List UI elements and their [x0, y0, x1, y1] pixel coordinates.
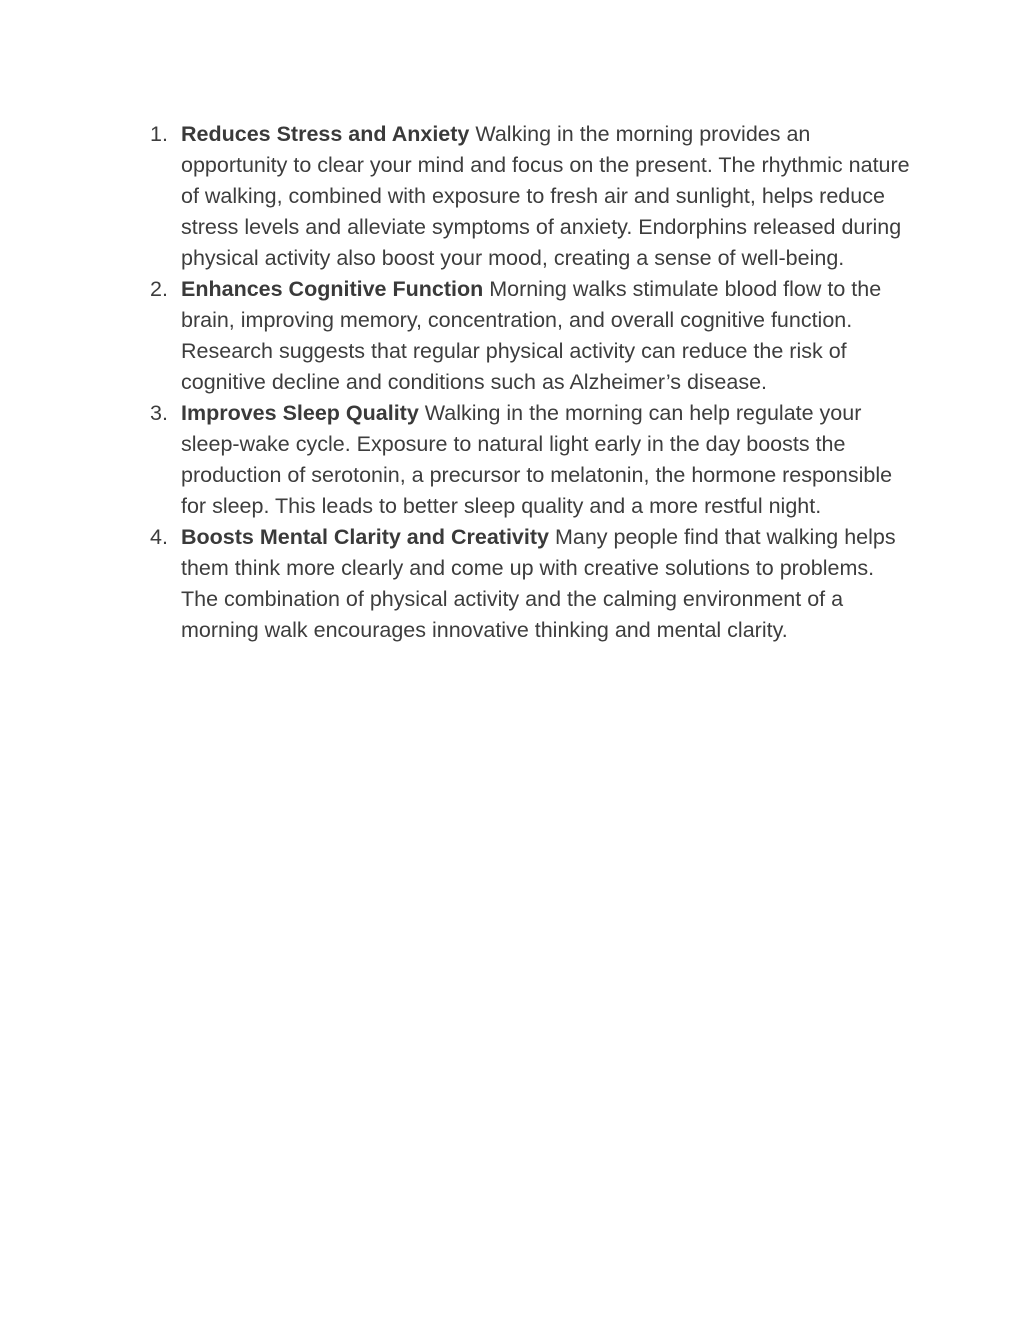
list-item-title: Improves Sleep Quality [181, 401, 419, 425]
list-item-stress-anxiety [146, 119, 916, 274]
list-item-title: Boosts Mental Clarity and Creativity [181, 525, 549, 549]
list-item-body: Walking in the morning can help regulate your sleep-wake cycle. Exposure to natural light early in the day boosts the production of serotonin, a precursor to melatonin, the hormone responsible for sleep. This leads to better sleep quality and a more restful night. [181, 401, 893, 518]
list-item-cognitive-function [146, 274, 916, 398]
list-item-body: Many people find that walking helps them think more clearly and come up with creative solutions to problems. The combination of physical activity and the calming environment of a morning walk encourages innovative thinking and mental clarity. [181, 525, 896, 642]
list-item-sleep-quality [146, 398, 916, 522]
list-item-body: Morning walks stimulate blood flow to the brain, improving memory, concentration, and overall cognitive function. Research suggests that regular physical activity can reduce the risk of cognitive decline and conditions such as Alzheimer’s disease. [181, 277, 882, 394]
list-item-number: 3. [150, 401, 168, 425]
list-item-mental-clarity [146, 522, 916, 646]
list-item-number: 4. [150, 525, 168, 549]
list-item-body: Walking in the morning provides an opportunity to clear your mind and focus on the present. The rhythmic nature of walking, combined with exposure to fresh air and sunlight, helps reduce stress levels and alleviate symptoms of anxiety. Endorphins released during physical activity also boost your mood, creating a sense of well-being. [181, 122, 910, 270]
list-item-number: 2. [150, 277, 168, 301]
list-item-title: Reduces Stress and Anxiety [181, 122, 470, 146]
benefits-list [146, 119, 916, 646]
list-item-title: Enhances Cognitive Function [181, 277, 484, 301]
list-item-number: 1. [150, 122, 168, 146]
